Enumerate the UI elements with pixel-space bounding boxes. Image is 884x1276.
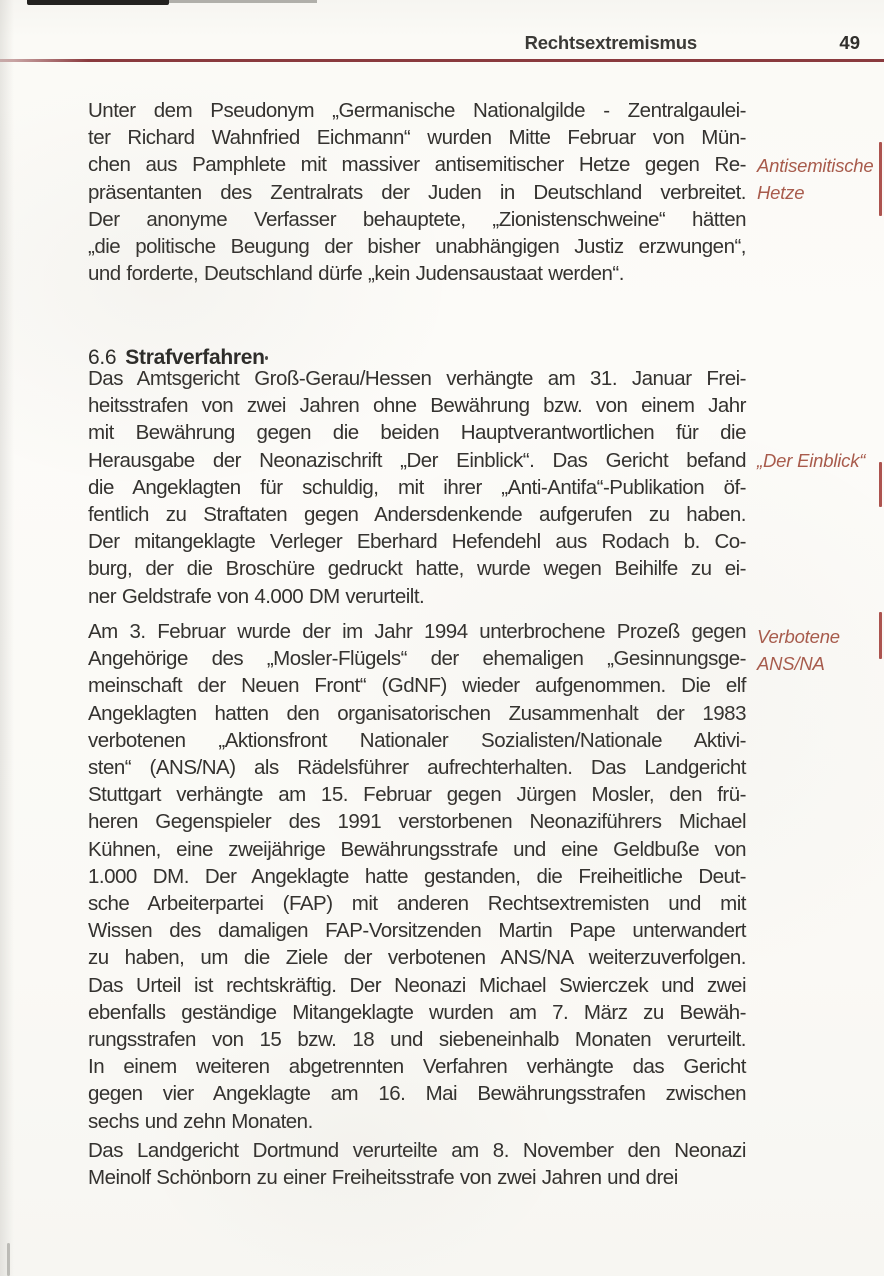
text-line: heren Gegenspieler des 1991 verstorbenen Neonaziführers Michael: [88, 810, 746, 834]
text-line: gegen vier Angeklagte am 16. Mai Bewährungsstrafen zwischen: [88, 1082, 746, 1106]
margin-note-line: Antisemitische: [757, 155, 874, 176]
text-line: sche Arbeiterpartei (FAP) mit anderen Rechtsextremisten und mit: [88, 892, 746, 916]
margin-note-line: „Der Einblick“: [757, 450, 866, 471]
paragraph: [88, 1137, 746, 1191]
text-line: ner Geldstrafe von 4.000 DM verurteilt.: [88, 584, 425, 608]
edge-tick-mark: [879, 612, 882, 659]
text-line: „die politische Beugung der bisher unabhängigen Justiz erzwungen“,: [88, 235, 746, 259]
running-header-title: Rechtsextremismus: [524, 32, 697, 53]
margin-note: [757, 624, 881, 677]
scan-artifact-corner-streak: [7, 1243, 10, 1276]
text-line: Herausgabe der Neonazischrift „Der Einblick“. Das Gericht befand: [88, 448, 746, 472]
text-line: chen aus Pamphlete mit massiver antisemitischer Hetze gegen Re-: [88, 153, 746, 177]
text-line: In einem weiteren abgetrennten Verfahren verhängte das Gericht: [88, 1055, 746, 1079]
text-line: sten“ (ANS/NA) als Rädelsführer aufrechterhalten. Das Landgericht: [88, 756, 746, 780]
text-line: präsentanten des Zentralrats der Juden in Deutschland verbreitet.: [88, 180, 746, 204]
text-line: ter Richard Wahnfried Eichmann“ wurden Mitte Februar von Mün-: [88, 126, 746, 150]
paragraph: [88, 97, 746, 287]
margin-note-line: Hetze: [757, 181, 805, 203]
scan-gutter-shadow: [0, 0, 14, 1276]
text-line: Kühnen, eine zweijährige Bewährungsstrafe und eine Geldbuße von: [88, 837, 746, 861]
text-line: Der anonyme Verfasser behauptete, „Zionistenschweine“ hätten: [88, 207, 746, 231]
text-line: meinschaft der Neuen Front“ (GdNF) wieder aufgenommen. Die elf: [88, 674, 746, 698]
text-line: fentlich zu Straftaten gegen Andersdenkende aufgerufen zu haben.: [88, 503, 746, 527]
text-line: Der mitangeklagte Verleger Eberhard Hefendehl aus Rodach b. Co-: [88, 530, 746, 554]
text-line: Das Landgericht Dortmund verurteilte am 8. November den Neonazi: [88, 1139, 746, 1162]
text-line: und forderte, Deutschland dürfe „kein Judensaustaat werden“.: [88, 262, 624, 286]
text-line: burg, der die Broschüre gedruckt hatte, wurde wegen Beihilfe zu ei-: [88, 557, 746, 581]
text-line: Angeklagten hatten den organisatorischen Zusammenhalt der 1983: [88, 701, 746, 725]
text-line: Stuttgart verhängte am 15. Februar gegen Jürgen Mosler, den frü-: [88, 783, 746, 807]
scan-artifact-dot: [265, 356, 268, 360]
page-number: 49: [839, 32, 860, 53]
text-line: Unter dem Pseudonym „Germanische Nationalgilde - Zentralgaulei-: [88, 99, 746, 122]
paragraph: [88, 365, 746, 610]
text-line: Meinolf Schönborn zu einer Freiheitsstrafe von zwei Jahren und drei: [88, 1166, 678, 1190]
text-line: Angehörige des „Mosler-Flügels“ der ehemaligen „Gesinnungsge-: [88, 647, 746, 671]
section-heading: [88, 346, 265, 370]
text-line: Das Urteil ist rechtskräftig. Der Neonazi Michael Swierczek und zwei: [88, 973, 746, 997]
scan-artifact-grey-bar: [169, 0, 317, 3]
text-line: mit Bewährung gegen die beiden Hauptverantwortlichen für die: [88, 421, 746, 445]
text-line: die Angeklagten für schuldig, mit ihrer „Anti-Antifa“-Publikation öf-: [88, 475, 746, 499]
edge-tick-mark: [879, 142, 882, 216]
section-title: Strafverfahren: [125, 346, 265, 370]
text-line: Wissen des damaligen FAP-Vorsitzenden Martin Pape unterwandert: [88, 919, 746, 943]
text-line: rungsstrafen von 15 bzw. 18 und siebeneinhalb Monaten verurteilt.: [88, 1028, 746, 1052]
section-number: 6.6: [88, 346, 117, 370]
scan-artifact-dark-bar: [27, 0, 169, 5]
margin-note: [757, 448, 881, 475]
margin-note-line: Verbotene: [757, 626, 840, 647]
margin-note: [757, 153, 881, 206]
text-line: ebenfalls geständige Mitangeklagte wurden am 7. März zu Bewäh-: [88, 1000, 746, 1024]
text-line: sechs und zehn Monaten.: [88, 1109, 313, 1133]
text-line: Das Amtsgericht Groß-Gerau/Hessen verhängte am 31. Januar Frei-: [88, 367, 746, 390]
text-line: Am 3. Februar wurde der im Jahr 1994 unterbrochene Prozeß gegen: [88, 620, 746, 643]
header-rule: [0, 59, 884, 62]
text-line: zu haben, um die Ziele der verbotenen ANS/NA weiterzuverfolgen.: [88, 946, 746, 970]
text-line: 1.000 DM. Der Angeklagte hatte gestanden, die Freiheitliche Deut-: [88, 864, 746, 888]
text-line: verbotenen „Aktionsfront Nationaler Sozialisten/Nationale Aktivi-: [88, 728, 746, 752]
margin-note-line: ANS/NA: [757, 652, 825, 674]
text-line: heitsstrafen von zwei Jahren ohne Bewährung bzw. von einem Jahr: [88, 394, 746, 418]
paragraph: [88, 618, 746, 1135]
edge-tick-mark: [879, 462, 882, 507]
